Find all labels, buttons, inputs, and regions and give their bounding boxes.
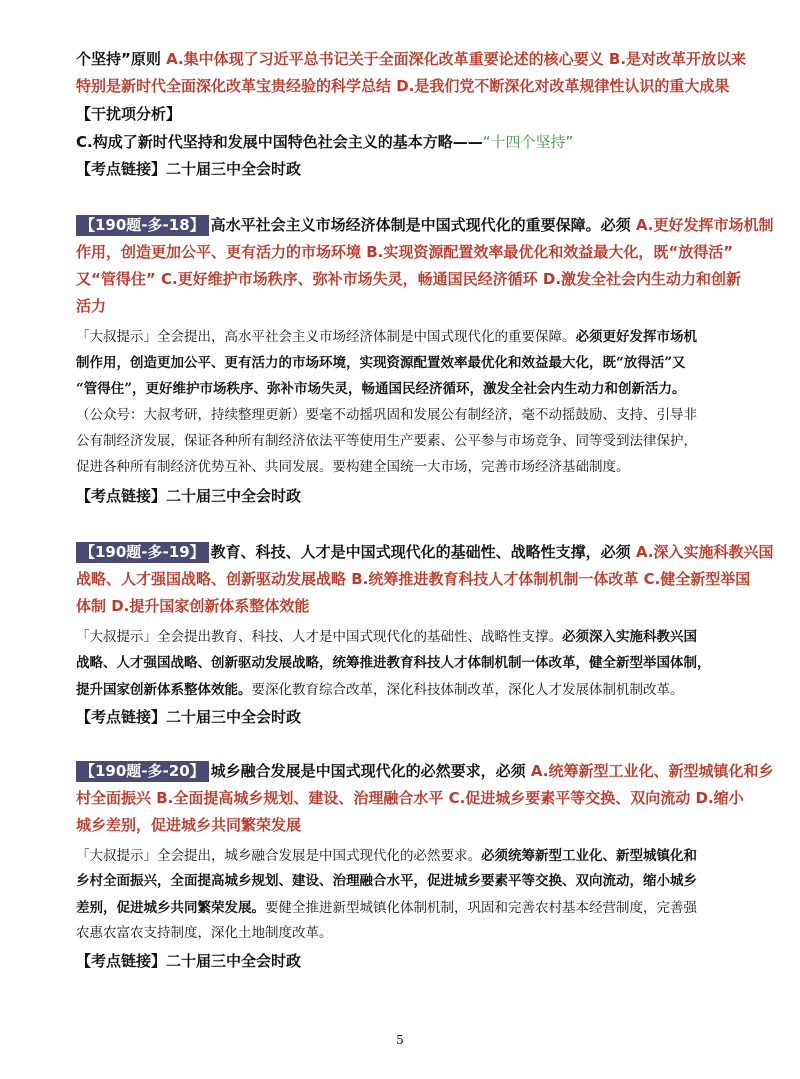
tip-line: 农惠农富农支持制度，深化土地制度改革。	[76, 925, 333, 941]
question-line: 村全面振兴 B.全面提高城乡规划、建设、治理融合水平 C.促进城乡要素平等交换、双向流动 D.缩小	[76, 789, 744, 807]
tip-line: 乡村全面振兴，全面提高城乡规划、建设、治理融合水平，促进城乡要素平等交换、双向流动，缩小城乡	[76, 873, 697, 889]
question-18: 【190题-多-18】 高水平社会主义市场经济体制是中国式现代化的重要保障。必须 A.更好发挥市场机制	[76, 214, 773, 236]
knowledge-link: 【考点链接】二十届三中全会时政	[76, 487, 302, 505]
question-line: 又“管得住” C.更好维护市场秩序、弥补市场失灵，畅通国民经济循环 D.激发全社会内生动力和创新	[76, 270, 742, 288]
question-line: 战略、人才强国战略、创新驱动发展战略 B.统筹推进教育科技人才体制机制一体改革 C.健全新型举国	[76, 570, 751, 588]
knowledge-link: 【考点链接】二十届三中全会时政	[76, 160, 302, 178]
tip-line: 促进各种所有制经济优势互补、共同发展。要构建全国统一大市场，完善市场经济基础制度。	[76, 459, 630, 475]
tip-line: “管得住”，更好维护市场秩序、弥补市场失灵，畅通国民经济循环，激发全社会内生动力和创新活力。	[76, 381, 686, 397]
tip-line: 公有制经济发展，保证各种所有制经济依法平等使用生产要素、公平参与市场竞争、同等受到法律保护，	[76, 433, 697, 449]
tip-line: 「大叔提示」全会提出教育、科技、人才是中国式现代化的基础性、战略性支撑。必须深入实施科教兴国	[76, 629, 697, 645]
page-number: 5	[396, 1033, 404, 1047]
answer-line: 个坚持”原则 A.集中体现了习近平总书记关于全面深化改革重要论述的核心要义 B.是对改革开放以来	[76, 50, 747, 68]
tip-line: 战略、人才强国战略、创新驱动发展战略，统筹推进教育科技人才体制机制一体改革，健全新型举国体制，	[76, 655, 711, 671]
question-tag: 【190题-多-20】	[76, 761, 209, 782]
knowledge-link: 【考点链接】二十届三中全会时政	[76, 952, 302, 970]
question-line: 活力	[76, 297, 107, 315]
question-line: 体制 D.提升国家创新体系整体效能	[76, 597, 310, 615]
distractor-text: C.构成了新时代坚持和发展中国特色社会主义的基本方略——“十四个坚持”	[76, 133, 574, 151]
knowledge-link: 【考点链接】二十届三中全会时政	[76, 708, 302, 726]
question-tag: 【190题-多-18】	[76, 215, 209, 236]
tip-line: 制作用，创造更加公平、更有活力的市场环境，实现资源配置效率最优化和效益最大化，既“放得活”又	[76, 355, 686, 371]
tip-line: 「大叔提示」全会提出，城乡融合发展是中国式现代化的必然要求。必须统筹新型工业化、新型城镇化和	[76, 848, 697, 864]
tip-line: 提升国家创新体系整体效能。要深化教育综合改革，深化科技体制改革，深化人才发展体制机制改革。	[76, 682, 684, 698]
question-20: 【190题-多-20】 城乡融合发展是中国式现代化的必然要求，必须 A.统筹新型工业化、新型城镇化和乡	[76, 760, 773, 782]
distractor-heading: 【干扰项分析】	[76, 105, 182, 123]
tip-line: （公众号：大叔考研，持续整理更新）要毫不动摇巩固和发展公有制经济，毫不动摇鼓励、支持、引导非	[76, 407, 697, 423]
tip-line: 「大叔提示」全会提出，高水平社会主义市场经济体制是中国式现代化的重要保障。必须更好发挥市场机	[76, 329, 697, 345]
question-line: 作用，创造更加公平、更有活力的市场环境 B.实现资源配置效率最优化和效益最大化，既“放得活”	[76, 243, 734, 261]
answer-line: 特别是新时代全面深化改革宝贵经验的科学总结 D.是我们党不断深化对改革规律性认识的重大成果	[76, 77, 730, 95]
tip-line: 差别，促进城乡共同繁荣发展。要健全推进新型城镇化体制机制，巩固和完善农村基本经营制度，完善强	[76, 900, 697, 916]
question-tag: 【190题-多-19】	[76, 542, 209, 563]
question-line: 城乡差别，促进城乡共同繁荣发展	[76, 816, 302, 834]
question-19: 【190题-多-19】 教育、科技、人才是中国式现代化的基础性、战略性支撑，必须 A.深入实施科教兴国	[76, 541, 773, 563]
